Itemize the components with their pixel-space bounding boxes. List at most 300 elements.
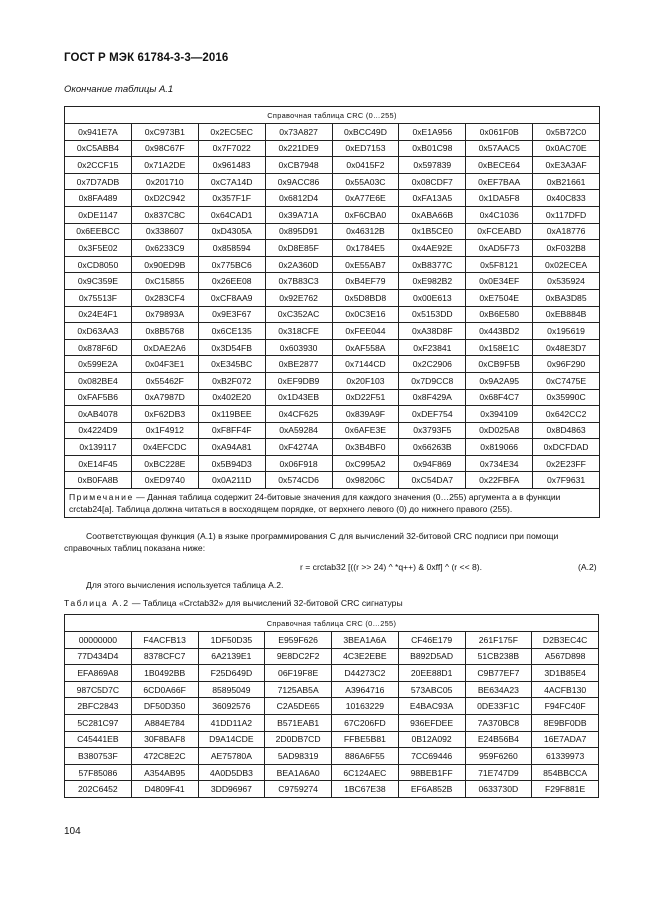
table-row [65,240,600,257]
table-row [65,681,599,698]
table-cell: 0x0A211D [198,472,265,489]
table-cell: 0x0AC70E [533,140,600,157]
table-cell: 0xC352AC [265,306,332,323]
table-row [65,289,600,306]
table-cell: 0xD4305A [198,223,265,240]
table-cell: 0xC7475E [533,372,600,389]
table-cell: 0x9C359E [65,273,132,290]
table-row [65,223,600,240]
table-cell: 0x39A71A [265,206,332,223]
table-cell: 0x734E34 [466,455,533,472]
table-cell: 0x55462F [131,372,198,389]
table-cell: D9A14CDE [198,731,265,748]
table-cell: 0xBECE64 [466,157,533,174]
table-cell: AE75780A [198,748,265,765]
table-cell: 0x98C67F [131,140,198,157]
table-cell: 0xC54DA7 [399,472,466,489]
table-cell: 0x98206C [332,472,399,489]
table-cell: 0xFEE044 [332,323,399,340]
table-cell: 0xB4EF79 [332,273,399,290]
table-cell: 0x92E762 [265,289,332,306]
formula-a2: r = crctab32 [((r >> 24) ^ *q++) & 0xff] ^ (r << 8). [300,562,483,572]
table-cell: 0x6CE135 [198,323,265,340]
table-cell: 0x061F0B [466,124,533,141]
table-cell: 0x535924 [533,273,600,290]
table-cell: 06F19F8E [265,665,332,682]
table-cell: 0x64CAD1 [198,206,265,223]
table-cell: 0xAF558A [332,339,399,356]
table-cell: B892D5AD [398,648,465,665]
table-cell: 0xA77E6E [332,190,399,207]
table-cell: 0x775BC6 [198,256,265,273]
paragraph-table-reference: Для этого вычисления используется таблица А.2. [86,580,284,590]
table-cell: D2B3EC4C [532,632,599,649]
table-cell: 0x195619 [533,323,600,340]
table-cell: 0xA18776 [533,223,600,240]
table-cell: 0xB8377C [399,256,466,273]
table-cell: F94FC40F [532,698,599,715]
table-cell: 0x3B4BF0 [332,439,399,456]
table-row [65,714,599,731]
table-cell: 0x201710 [131,173,198,190]
table-cell: 0x7D9CC8 [399,372,466,389]
table-cell: 0xF23841 [399,339,466,356]
table-cell: 6CD0A66F [131,681,198,698]
table-cell: 987C5D7C [65,681,132,698]
table-cell: 0x8B5768 [131,323,198,340]
table-cell: 0xCB7948 [265,157,332,174]
table-cell: 0x46312B [332,223,399,240]
table-cell: 0xDCFDAD [533,439,600,456]
table-cell: 71E747D9 [465,764,532,781]
table-cell: 0x642CC2 [533,406,600,423]
table-cell: 30F8BAF8 [131,731,198,748]
table-cell: 0x7B83C3 [265,273,332,290]
table-row [65,157,600,174]
table-cell: 0x117DFD [533,206,600,223]
document-header: ГОСТ Р МЭК 61784-3-3—2016 [64,52,229,64]
table-cell: 0xBE2877 [265,356,332,373]
table-cell: 0B12A092 [398,731,465,748]
table-cell: 0xD63AA3 [65,323,132,340]
table-title-row [65,107,600,124]
table-cell: 0x57AAC5 [466,140,533,157]
table-cell: C45441EB [65,731,132,748]
table-cell: 0x9ACC86 [265,173,332,190]
table-cell: 0x75513F [65,289,132,306]
table-row [65,323,600,340]
table-cell: 0x4AE92E [399,240,466,257]
table-cell: 261F175F [465,632,532,649]
table-cell: 0x48E3D7 [533,339,600,356]
table-cell: 0x5B72C0 [533,124,600,141]
table-cell: 0x66263B [399,439,466,456]
table-cell: 0xD2C942 [131,190,198,207]
table-cell: F25D649D [198,665,265,682]
table-cell: 0xAD5F73 [466,240,533,257]
table-cell: 0DE33F1C [465,698,532,715]
table-cell: 0x8F429A [399,389,466,406]
table-cell: 0x6233C9 [131,240,198,257]
table-cell: 0x2E23FF [533,455,600,472]
table-cell: 0x6EEBCC [65,223,132,240]
table-cell: 0x6812D4 [265,190,332,207]
table-cell: 0x20F103 [332,372,399,389]
table-cell: CF46E179 [398,632,465,649]
table-cell: 0xFAF5B6 [65,389,132,406]
table-cell: A884E784 [131,714,198,731]
table-cell: FFBE5B81 [332,731,399,748]
table-cell: 854BBCCA [532,764,599,781]
table-cell: 0xCD8050 [65,256,132,273]
paragraph-function-description: Соответствующая функция (А.1) в языке программирования C для вычислений 32-битовой CRC подписи при помощи справочных таблиц показана ниже: [64,531,559,554]
table-cell: 0x1F4912 [131,422,198,439]
table-cell: 573ABC05 [398,681,465,698]
table-cell: 0x819066 [466,439,533,456]
table-cell: 0x35990C [533,389,600,406]
table-cell: 0x24E4F1 [65,306,132,323]
table-cell: 4A0D5DB3 [198,764,265,781]
table-cell: 0x1784E5 [332,240,399,257]
table-row [65,698,599,715]
table-cell: 0x8D4863 [533,422,600,439]
table-cell: 0x837C8C [131,206,198,223]
table-cell: 00000000 [65,632,132,649]
table-row [65,140,600,157]
table-cell: F29F881E [532,781,599,798]
table-cell: 61339973 [532,748,599,765]
table-cell: 0xCB9F5B [466,356,533,373]
page-number: 104 [64,826,81,837]
table-cell: 57F85086 [65,764,132,781]
table-cell: 0xF032B8 [533,240,600,257]
table-row [65,339,600,356]
table-cell: 0633730D [465,781,532,798]
table-cell: 3BEA1A6A [332,632,399,649]
table-cell: 0x4C1036 [466,206,533,223]
table-cell: 0xD22F51 [332,389,399,406]
table-row [65,273,600,290]
table-cell: 0x96F290 [533,356,600,373]
table-cell: 4ACFB130 [532,681,599,698]
formula-number: (A.2) [578,562,597,572]
table-cell: 0x79893A [131,306,198,323]
table-cell: 0x3F5E02 [65,240,132,257]
table-cell: 8E9BF0DB [532,714,599,731]
table-cell: 0x5F8121 [466,256,533,273]
table-row [65,439,600,456]
table-cell: A567D898 [532,648,599,665]
table-cell: 0x1DA5F8 [466,190,533,207]
table-cell: C9B77EF7 [465,665,532,682]
table-cell: 0x9A2A95 [466,372,533,389]
table-cell: 36092576 [198,698,265,715]
table-cell: 16E7ADA7 [532,731,599,748]
table-cell: 0xFA13A5 [399,190,466,207]
table-cell: 0xC15855 [131,273,198,290]
table-cell: B571EAB1 [265,714,332,731]
table-cell: 6C124AEC [332,764,399,781]
table-row [65,124,600,141]
table-cell: 1BC67E38 [332,781,399,798]
table-cell: 3DD96967 [198,781,265,798]
table-cell: 0x90ED9B [131,256,198,273]
table-cell: 0x443BD2 [466,323,533,340]
table-cell: 0x318CFE [265,323,332,340]
table-cell: 0x26EE08 [198,273,265,290]
table-cell: 0xF8FF4F [198,422,265,439]
table-cell: 0x08CDF7 [399,173,466,190]
table-cell: E24B56B4 [465,731,532,748]
table-cell: 0x55A03C [332,173,399,190]
table-cell: 0xE3A3AF [533,157,600,174]
table-row [65,306,600,323]
note-label: Примечание [69,492,134,503]
table-row [65,648,599,665]
table-cell: 0x603930 [265,339,332,356]
table-cell: 85895049 [198,681,265,698]
table-cell: 1B0492BB [131,665,198,682]
table-cell: 0x574CD6 [265,472,332,489]
table-cell: B380753F [65,748,132,765]
table-cell: 0xB2F072 [198,372,265,389]
table-cell: 0x338607 [131,223,198,240]
table-cell: 0x2EC5EC [198,124,265,141]
table-a2-caption [64,598,403,608]
table-row [65,372,600,389]
table-cell: 0xAB4078 [65,406,132,423]
table-cell: 0x1B5CE0 [399,223,466,240]
table-row [65,455,600,472]
table-cell: D44273C2 [332,665,399,682]
table-cell: 0xE345BC [198,356,265,373]
table-cell: 0x22FBFA [466,472,533,489]
table-note-row [65,489,600,518]
table-cell: 2D0DB7CD [265,731,332,748]
table-cell: 7A370BC8 [465,714,532,731]
table-cell: 8378CFC7 [131,648,198,665]
table-cell: 0x1D43EB [265,389,332,406]
table-cell: 0x597839 [399,157,466,174]
table-cell: 0xC995A2 [332,455,399,472]
table-cell: 0x5D8BD8 [332,289,399,306]
note-text: — Данная таблица содержит 24-битовые значения для каждого значения (0…255) аргумента a в функции crctab24[a]. Таблица должна читаться в восходящем порядке, от верхнего левого (0) до нижнего правого (255). [69,492,561,515]
table-cell: 0x5153DD [399,306,466,323]
table-cell: 0xD8E85F [265,240,332,257]
table-cell: 0xBCC49D [332,124,399,141]
table-cell: 0xC7A14D [198,173,265,190]
table-cell: 0x878F6D [65,339,132,356]
table-cell: 0x4224D9 [65,422,132,439]
table-cell: 77D434D4 [65,648,132,665]
table-title: Справочная таблица CRC (0…255) [65,107,600,124]
table-cell: 0xD025A8 [466,422,533,439]
table-cell: 0xF6CBA0 [332,206,399,223]
table-cell: 0xDE1147 [65,206,132,223]
table-cell: 0x04F3E1 [131,356,198,373]
table-cell: 0x7144CD [332,356,399,373]
table-a2-caption-text: — Таблица «Crctab32» для вычислений 32-битовой CRC сигнатуры [131,598,403,608]
table-cell: 0x71A2DE [131,157,198,174]
table-cell: 0x06F918 [265,455,332,472]
table-cell: 0xA59284 [265,422,332,439]
table-cell: 6A2139E1 [198,648,265,665]
table-cell: 0x082BE4 [65,372,132,389]
table-cell: 0x119BEE [198,406,265,423]
table-cell: A354AB95 [131,764,198,781]
table-cell: 0xE7504E [466,289,533,306]
table-cell: 0x73A827 [265,124,332,141]
table-cell: 202C6452 [65,781,132,798]
table-cell: 0x839A9F [332,406,399,423]
table-cell: 0xA7987D [131,389,198,406]
table-cell: 0xE55AB7 [332,256,399,273]
table-cell: C9759274 [265,781,332,798]
table-cell: 0x94F869 [399,455,466,472]
table-cell: 0xED7153 [332,140,399,157]
table-cell: 936EFDEE [398,714,465,731]
table-a2-label: Таблица А.2 [64,598,130,608]
table-row [65,173,600,190]
table-cell: 2BFC2843 [65,698,132,715]
table-cell: 67C206FD [332,714,399,731]
table-cell: 98BEB1FF [398,764,465,781]
table-cell: 0x402E20 [198,389,265,406]
table-cell: 0xF4274A [265,439,332,456]
table-cell: 0x7F7022 [198,140,265,157]
table-cell: 0xB21661 [533,173,600,190]
table-cell: 0x9E3F67 [198,306,265,323]
table-cell: 7125AB5A [265,681,332,698]
table-cell: 0x68F4C7 [466,389,533,406]
table-cell: 0x221DE9 [265,140,332,157]
table-row [65,206,600,223]
table-cell: 0xC5ABB4 [65,140,132,157]
table-row [65,665,599,682]
table-cell: 0x4EFCDC [131,439,198,456]
table-cell: 0x895D91 [265,223,332,240]
table-cell: 0x357F1F [198,190,265,207]
table-cell: 0x599E2A [65,356,132,373]
table-cell: 3D1B85E4 [532,665,599,682]
table-cell: 0x0C3E16 [332,306,399,323]
table-cell: 0xEF7BAA [466,173,533,190]
table-cell: 0x0E34EF [466,273,533,290]
table-cell: 0x961483 [198,157,265,174]
table-row [65,632,599,649]
table-cell: 0xF62DB3 [131,406,198,423]
table-cell: 5C281C97 [65,714,132,731]
table-cell: 0x00E613 [399,289,466,306]
table-row [65,190,600,207]
table-cell: EFA869A8 [65,665,132,682]
table-cell: 7CC69446 [398,748,465,765]
table-cell: 0x5B94D3 [198,455,265,472]
table-cell: 41DD11A2 [198,714,265,731]
table-cell: 0xBC228E [131,455,198,472]
table-cell: 0xE982B2 [399,273,466,290]
table-cell: BEA1A6A0 [265,764,332,781]
table-cell: 0xA38D8F [399,323,466,340]
table-cell: 0xED9740 [131,472,198,489]
table-cell: 959F6260 [465,748,532,765]
table-cell: 0xFCEABD [466,223,533,240]
table-row [65,781,599,798]
table-cell: EF6A852B [398,781,465,798]
table-cell: 0xDEF754 [399,406,466,423]
table-cell: 5AD98319 [265,748,332,765]
table-cell: 0x283CF4 [131,289,198,306]
table-cell: E4BAC93A [398,698,465,715]
table-cell: 0xB6E580 [466,306,533,323]
table-row [65,256,600,273]
table-cell: 0x2CCF15 [65,157,132,174]
table-cell: 10163229 [332,698,399,715]
table-cell: 0xEB884B [533,306,600,323]
table-cell: 0x139117 [65,439,132,456]
table-cell: 1DF50D35 [198,632,265,649]
table-row [65,389,600,406]
table-cell: 472C8E2C [131,748,198,765]
table-cell: 886A6F55 [332,748,399,765]
table-a1-continuation-caption: Окончание таблицы А.1 [64,84,174,95]
table-cell: 0x941E7A [65,124,132,141]
table-cell: D4809F41 [131,781,198,798]
table-cell: 0x3D54FB [198,339,265,356]
table-row [65,764,599,781]
table-cell: 0xC973B1 [131,124,198,141]
table-cell: 0x7F9631 [533,472,600,489]
table-cell: 9E8DC2F2 [265,648,332,665]
table-cell: 0x3793F5 [399,422,466,439]
table-cell: 0x394109 [466,406,533,423]
table-row [65,731,599,748]
table-cell: 0x858594 [198,240,265,257]
table-cell: 0xABA66B [399,206,466,223]
table-note [65,489,600,518]
table-cell: 0xE1A956 [399,124,466,141]
table-cell: 0x8FA489 [65,190,132,207]
table-row [65,406,600,423]
crc24-lookup-table [64,106,600,518]
table-cell: 0xB01C98 [399,140,466,157]
table-cell: 0xDAE2A6 [131,339,198,356]
table-row [65,356,600,373]
table-cell: 4C3E2EBE [332,648,399,665]
table-row [65,472,600,489]
table-cell: F4ACFB13 [131,632,198,649]
table-cell: E959F626 [265,632,332,649]
table-row [65,422,600,439]
crctab32-lookup-table [64,614,599,798]
table-cell: 0x158E1C [466,339,533,356]
table-cell: 0xEF9DB9 [265,372,332,389]
table-cell: 0x2A360D [265,256,332,273]
table-cell: 51CB238B [465,648,532,665]
table-cell: 0xBA3D85 [533,289,600,306]
table-cell: 0x2C2906 [399,356,466,373]
table-cell: DF50D350 [131,698,198,715]
table-cell: C2A5DE65 [265,698,332,715]
table-cell: BE634A23 [465,681,532,698]
table-cell: 0xB0FA8B [65,472,132,489]
table-row [65,748,599,765]
table-cell: 20EE88D1 [398,665,465,682]
table-cell: 0x4CF625 [265,406,332,423]
table-cell: 0xCF8AA9 [198,289,265,306]
table-cell: A3964716 [332,681,399,698]
table-cell: 0x40C833 [533,190,600,207]
